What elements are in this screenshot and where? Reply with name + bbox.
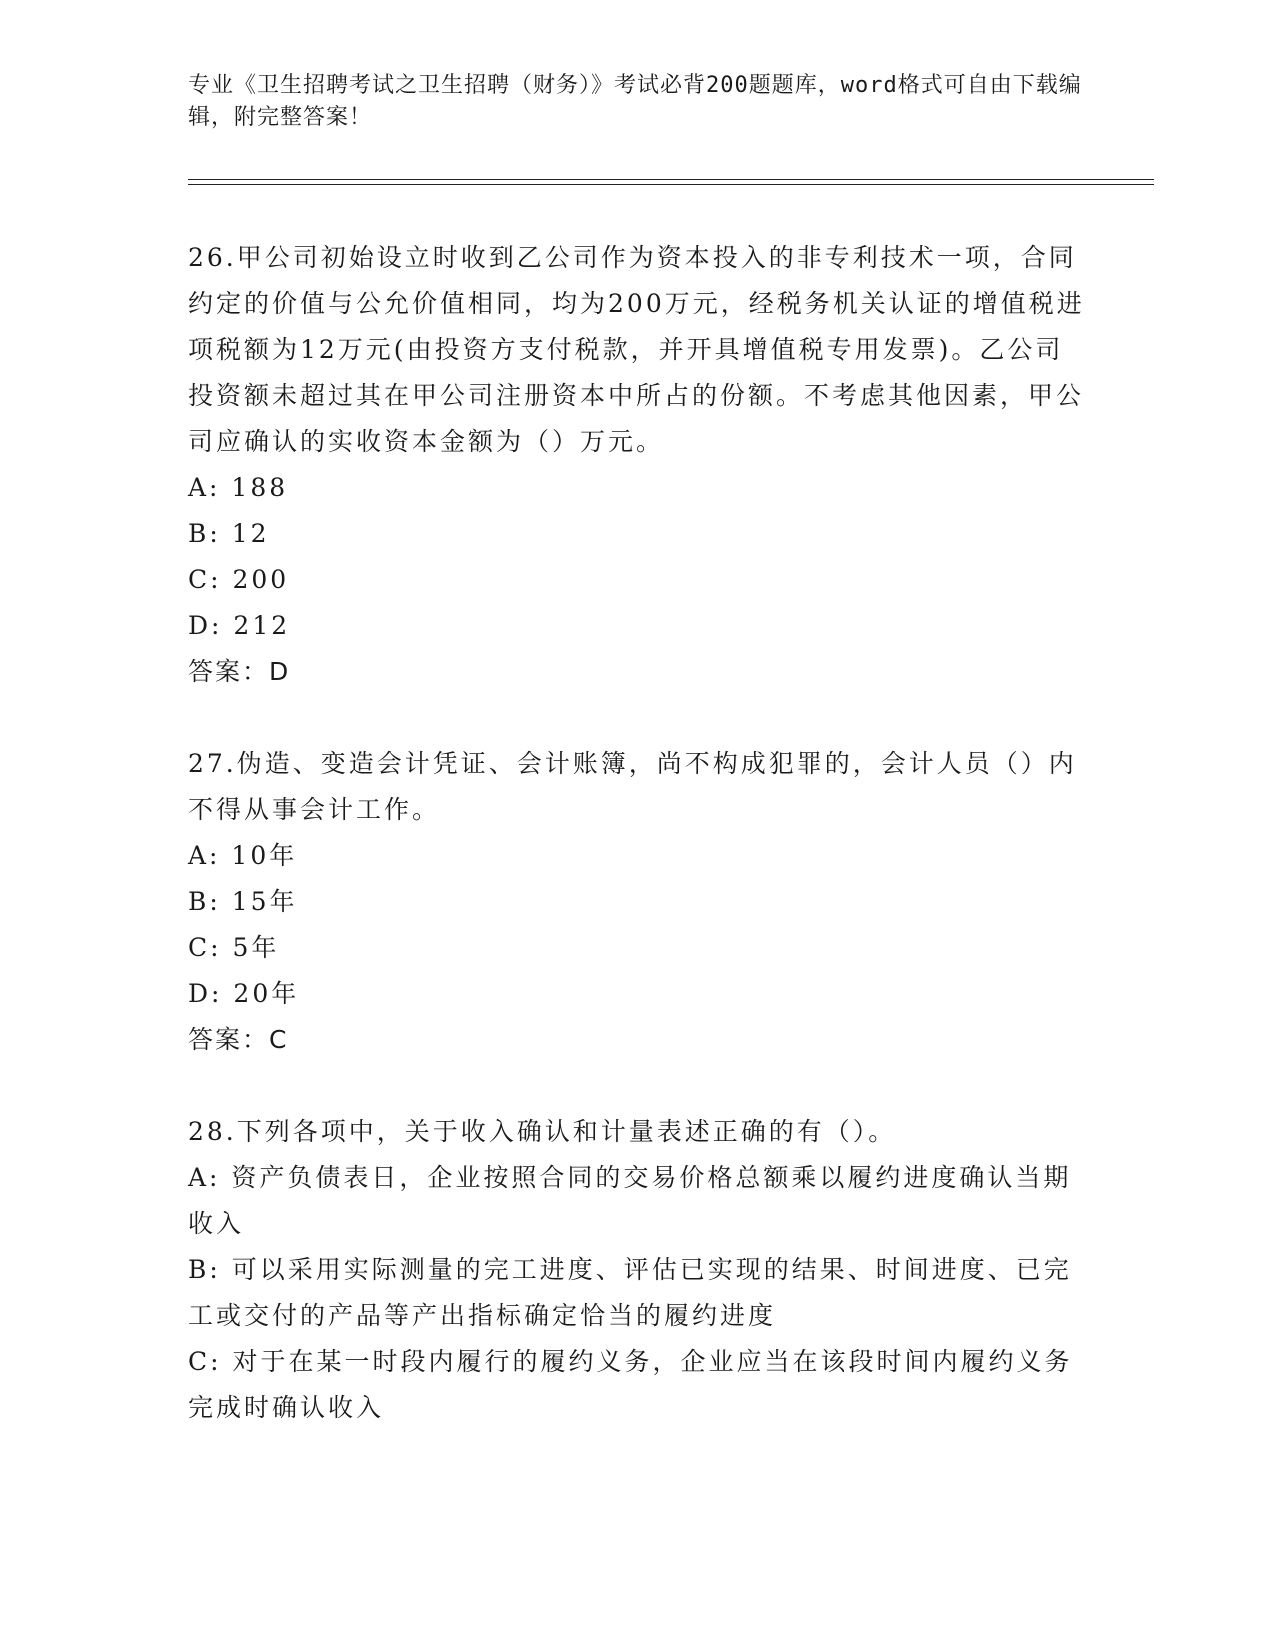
option-d: D: 212 xyxy=(188,611,291,640)
question-text: 26.甲公司初始设立时收到乙公司作为资本投入的非专利技术一项，合同约定的价值与公允价值相同，均为200万元，经税务机关认证的增值税进项税额为12万元(由投资方支付税款，并开具增值税专用发票)。乙公司投资额未超过其在甲公司注册资本中所占的份额。不考虑其他因素，甲公司应确认的实收资本金额为（）万元。 xyxy=(188,243,1085,456)
document-header-intro: 专业《卫生招聘考试之卫生招聘（财务）》考试必背200题题库，word格式可自由下载编辑，附完整答案！ xyxy=(188,73,1082,130)
question-27 xyxy=(188,741,1088,1063)
option-c: C: 对于在某一时段内履行的履约义务，企业应当在该段时间内履约义务完成时确认收入 xyxy=(188,1347,1073,1422)
option-a: A: 资产负债表日，企业按照合同的交易价格总额乘以履约进度确认当期收入 xyxy=(188,1163,1072,1238)
question-28 xyxy=(188,1109,1088,1431)
header-divider-bottom xyxy=(188,184,1154,185)
answer-label: 答案：D xyxy=(188,657,291,686)
question-list xyxy=(188,235,1088,1431)
question-text: 28.下列各项中，关于收入确认和计量表述正确的有（）。 xyxy=(188,1117,897,1146)
answer-label: 答案：C xyxy=(188,1025,289,1054)
option-c: C: 5年 xyxy=(188,933,280,962)
option-a: A: 10年 xyxy=(188,841,298,870)
question-spacer xyxy=(188,695,1088,741)
question-text: 27.伪造、变造会计凭证、会计账簿，尚不构成犯罪的，会计人员（）内不得从事会计工作。 xyxy=(188,749,1077,824)
header-divider-top xyxy=(188,179,1154,180)
question-spacer xyxy=(188,1063,1088,1109)
question-26 xyxy=(188,235,1088,695)
option-c: C: 200 xyxy=(188,565,290,594)
option-a: A: 188 xyxy=(188,473,289,502)
option-b: B: 可以采用实际测量的完工进度、评估已实现的结果、时间进度、已完工或交付的产品等产出指标确定恰当的履约进度 xyxy=(188,1255,1072,1330)
option-b: B: 12 xyxy=(188,519,270,548)
option-d: D: 20年 xyxy=(188,979,300,1008)
option-b: B: 15年 xyxy=(188,887,298,916)
